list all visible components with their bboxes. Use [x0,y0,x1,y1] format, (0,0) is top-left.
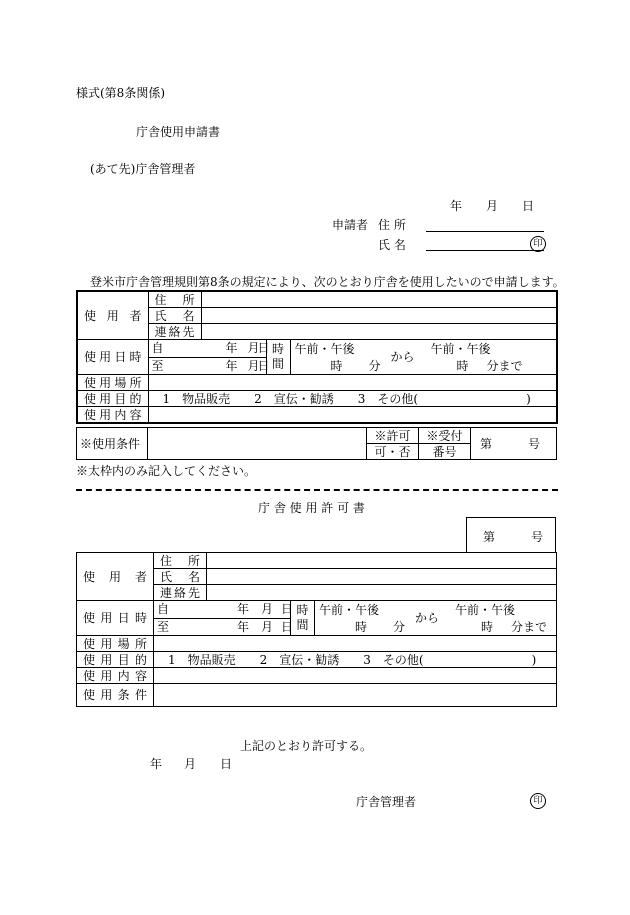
permit-conditions-header: 使用条件 [77,684,154,707]
permit-table [76,552,557,707]
date-day: 日 [522,199,535,213]
table-row [77,684,557,707]
note-text: ※太枠内のみ記入してください。 [76,464,257,478]
name-label: 氏 名 [148,308,201,324]
permit-date-to-field: 至 年 月 日 [154,618,291,636]
table-row [77,308,557,324]
permit-place-header: 使用場所 [77,636,154,652]
permit-name-label: 氏 名 [154,569,207,585]
table-row [77,391,557,407]
addressee: (あて先)庁舎管理者 [90,162,196,176]
place-header: 使用場所 [77,375,148,391]
user-name-field[interactable] [201,308,557,324]
table-row [77,340,557,358]
permit-user-header: 使 用 者 [77,553,154,601]
date-month: 月 [486,199,499,213]
permit-content-header: 使用内容 [77,668,154,684]
table-row [77,324,557,340]
form-style-label: 様式(第8条関係) [76,86,165,100]
time-range-field[interactable]: 午前・午後 から 午前・午後 時 分 時 分まで [290,340,557,375]
address-label: 住 所 [148,291,201,308]
permit-time-header: 時 間 [291,601,315,636]
applicant-name-line[interactable] [426,250,544,251]
permit-statement: 上記のとおり許可する。 [240,739,373,753]
conditions-header: ※使用条件 [77,428,148,460]
table-row [77,652,557,668]
table-row [77,668,557,684]
table-row [77,291,557,308]
permit-user-address-field [207,553,557,569]
date-from-field[interactable]: 自 年 月 日 [148,340,266,358]
permit-time-range-field: 午前・午後 から 午前・午後 時 分 時 分まで [315,601,557,636]
permit-user-contact-field [207,585,557,601]
purpose-options[interactable]: 1 物品販売 2 宣伝・勧誘 3 その他( ) [148,391,557,407]
applicant-address-label: 住 所 [378,218,406,232]
purpose-header: 使用目的 [77,391,148,407]
table-row [77,601,557,619]
permit-datetime-header: 使用日時 [77,601,154,636]
permit-date-month: 月 [184,757,197,771]
manager-seal-mark: 印 [530,792,546,809]
table-row [77,375,557,391]
permit-number-box: 第 号 [466,517,556,553]
conditions-table [76,427,557,460]
cut-line [76,489,558,491]
contact-label: 連絡先 [148,324,201,340]
permit-contact-label: 連絡先 [154,585,207,601]
permit-date-from-field: 自 年 月 日 [154,601,291,619]
receipt-number-label: 番号 [419,444,471,460]
permit-date-year: 年 [150,757,163,771]
permit-conditions-field [154,684,557,707]
time-header: 時 間 [266,340,290,375]
permit-title: 庁 舎 使 用 許 可 書 [258,501,365,515]
application-title: 庁舎使用申請書 [136,125,221,139]
table-row [77,428,557,444]
permit-purpose-header: 使用目的 [77,652,154,668]
applicant-name-label: 氏 名 [378,238,406,252]
permit-label: ※許可 [367,428,419,444]
permit-purpose-options: 1 物品販売 2 宣伝・勧誘 3 その他( ) [154,652,557,668]
user-contact-field[interactable] [201,324,557,340]
table-row [77,636,557,652]
date-year: 年 [450,199,463,213]
table-row [77,407,557,424]
permit-date-day: 日 [220,757,233,771]
place-field[interactable] [148,375,557,391]
user-address-field[interactable] [201,291,557,308]
receipt-number-field: 第 号 [471,428,557,460]
permit-user-name-field [207,569,557,585]
content-header: 使用内容 [77,407,148,424]
permit-address-label: 住 所 [154,553,207,569]
seal-mark: 印 [530,235,546,252]
date-to-field[interactable]: 至 年 月 日 [148,357,266,375]
datetime-header: 使用日時 [77,340,148,375]
applicant-address-line[interactable] [426,231,544,232]
applicant-label: 申請者 [332,218,369,232]
permit-value: 可・否 [367,444,419,460]
user-header: 使 用 者 [77,291,148,340]
manager-label: 庁舎管理者 [356,795,417,809]
content-field[interactable] [148,407,557,424]
conditions-field [148,428,367,460]
permit-place-field [154,636,557,652]
table-row [77,553,557,569]
permit-content-field [154,668,557,684]
receipt-label: ※受付 [419,428,471,444]
application-table [76,290,558,424]
intro-text: 登米市庁舎管理規則第8条の規定により、次のとおり庁舎を使用したいので申請します。 [90,275,565,289]
